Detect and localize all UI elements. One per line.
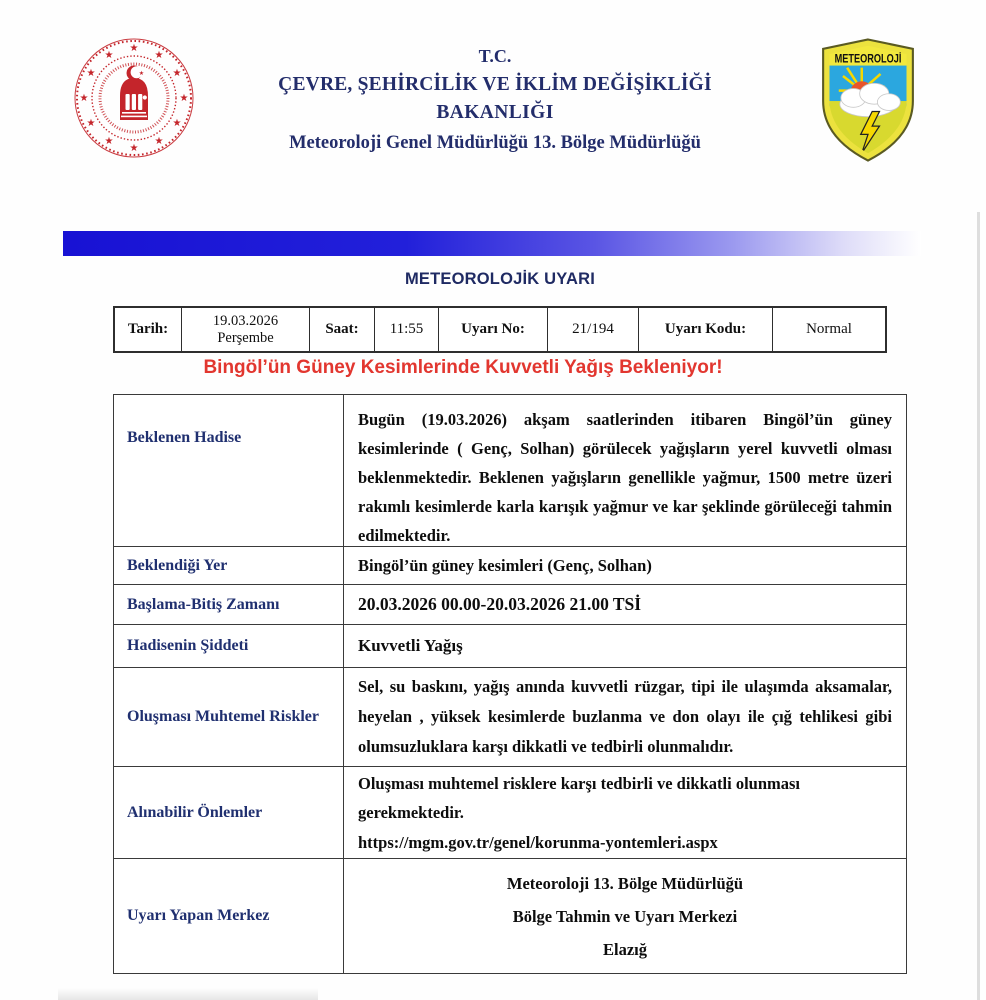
issuing-center-line3: Elazığ bbox=[603, 939, 647, 959]
table-row-hadisenin-siddeti bbox=[114, 624, 906, 667]
table-row-baslama-bitis bbox=[114, 584, 906, 624]
table-row-alinabilir-onlemler bbox=[114, 766, 906, 858]
svg-text:★: ★ bbox=[129, 43, 139, 54]
row-label: Oluşması Muhtemel Riskler bbox=[114, 668, 344, 766]
info-cell-uyari-kodu-value: Normal bbox=[806, 321, 852, 337]
protection-methods-link: https://mgm.gov.tr/genel/korunma-yontemleri.aspx bbox=[358, 832, 718, 852]
info-cell-uyari-no-value: 21/194 bbox=[548, 308, 639, 351]
divider-bar bbox=[63, 231, 921, 256]
row-label: Uyarı Yapan Merkez bbox=[114, 859, 344, 973]
table-row-muhtemel-riskler bbox=[114, 667, 906, 766]
info-cell-tarih-label: Tarih: bbox=[115, 308, 182, 351]
info-cell-time-value: 11:55 bbox=[375, 308, 439, 351]
header-directorate: Meteoroloji Genel Müdürlüğü 13. Bölge Müdürlüğü bbox=[289, 133, 701, 153]
row-label: Beklendiği Yer bbox=[114, 547, 344, 584]
svg-text:★: ★ bbox=[179, 93, 189, 104]
svg-text:★: ★ bbox=[86, 118, 96, 129]
info-cell-saat-label: Saat: bbox=[310, 308, 375, 351]
table-row-uyari-yapan-merkez bbox=[114, 858, 906, 973]
date-line1: 19.03.2026 bbox=[212, 312, 279, 329]
row-label: Beklenen Hadise bbox=[114, 395, 344, 546]
row-content: Kuvvetli Yağış bbox=[358, 636, 463, 655]
date-line2: Perşembe bbox=[217, 329, 274, 346]
row-content bbox=[344, 767, 906, 858]
table-row-beklendigi-yer bbox=[114, 546, 906, 584]
svg-text:★: ★ bbox=[138, 70, 145, 77]
warning-details-table bbox=[113, 394, 907, 974]
meteorology-logo-label: METEOROLOJİ bbox=[834, 51, 916, 66]
issuing-center-line1: Meteoroloji 13. Bölge Müdürlüğü bbox=[506, 873, 744, 893]
svg-text:★: ★ bbox=[172, 68, 182, 79]
header-tc: T.C. bbox=[478, 46, 512, 66]
info-cell-uyari-no-label: Uyarı No: bbox=[439, 308, 548, 351]
row-content: Sel, su baskını, yağış anında kuvvetli rüzgar, tipi ile ulaşımda aksamalar, heyelan , yüksek kesimlerde buzlanma ve don olayı ile çığ tehlikesi gibi olumsuzluklara karşı dikkatli ve tedbirli olunmalıdır. bbox=[358, 677, 892, 756]
issuing-center-line2: Bölge Tahmin ve Uyarı Merkezi bbox=[512, 906, 738, 926]
row-label: Başlama-Bitiş Zamanı bbox=[114, 585, 344, 624]
row-content: 20.03.2026 00.00-20.03.2026 21.00 TSİ bbox=[358, 594, 642, 614]
svg-text:★: ★ bbox=[154, 50, 164, 61]
svg-text:★: ★ bbox=[79, 93, 89, 104]
document-header bbox=[226, 44, 764, 156]
svg-text:★: ★ bbox=[104, 136, 114, 147]
row-content: Bingöl’ün güney kesimleri (Genç, Solhan) bbox=[358, 555, 652, 575]
ministry-seal-icon bbox=[72, 36, 196, 160]
row-label: Hadisenin Şiddeti bbox=[114, 625, 344, 667]
header-ministry-line2: BAKANLIĞI bbox=[436, 102, 554, 123]
section-title: METEOROLOJİK UYARI bbox=[404, 270, 595, 288]
svg-text:★: ★ bbox=[86, 68, 96, 79]
row-label: Alınabilir Önlemler bbox=[114, 767, 344, 858]
svg-text:★: ★ bbox=[104, 50, 114, 61]
warning-headline: Bingöl’ün Güney Kesimlerinde Kuvvetli Yağış Bekleniyor! bbox=[203, 357, 723, 378]
meteorology-shield-icon bbox=[820, 36, 916, 164]
table-row-beklenen-hadise bbox=[114, 395, 906, 546]
warning-info-table bbox=[113, 306, 887, 353]
row-content: Bugün (19.03.2026) akşam saatlerinden itibaren Bingöl’ün güney kesimlerinde ( Genç, Solhan) görülecek yağışların yerel kuvvetli olması beklenmektedir. Beklenen yağışların genellikle yağmur, 1500 metre üzeri rakımlı kesimlerde karla karışık yağmur ve kar şeklinde görüleceği tahmin edilmektedir. bbox=[358, 410, 892, 545]
row-content bbox=[344, 859, 906, 973]
scan-edge-line bbox=[977, 212, 980, 1000]
precaution-text: Oluşması muhtemel risklere karşı tedbirli ve dikkatli olunması gerekmektedir. bbox=[358, 773, 801, 822]
header-ministry-line1: ÇEVRE, ŞEHİRCİLİK VE İKLİM DEĞİŞİKLİĞİ bbox=[278, 74, 712, 95]
info-cell-date-value bbox=[182, 308, 310, 351]
info-cell-uyari-kodu-label: Uyarı Kodu: bbox=[639, 308, 773, 351]
svg-text:★: ★ bbox=[129, 143, 139, 154]
scan-smudge bbox=[58, 988, 318, 1000]
svg-text:★: ★ bbox=[172, 118, 182, 129]
svg-text:★: ★ bbox=[154, 136, 164, 147]
